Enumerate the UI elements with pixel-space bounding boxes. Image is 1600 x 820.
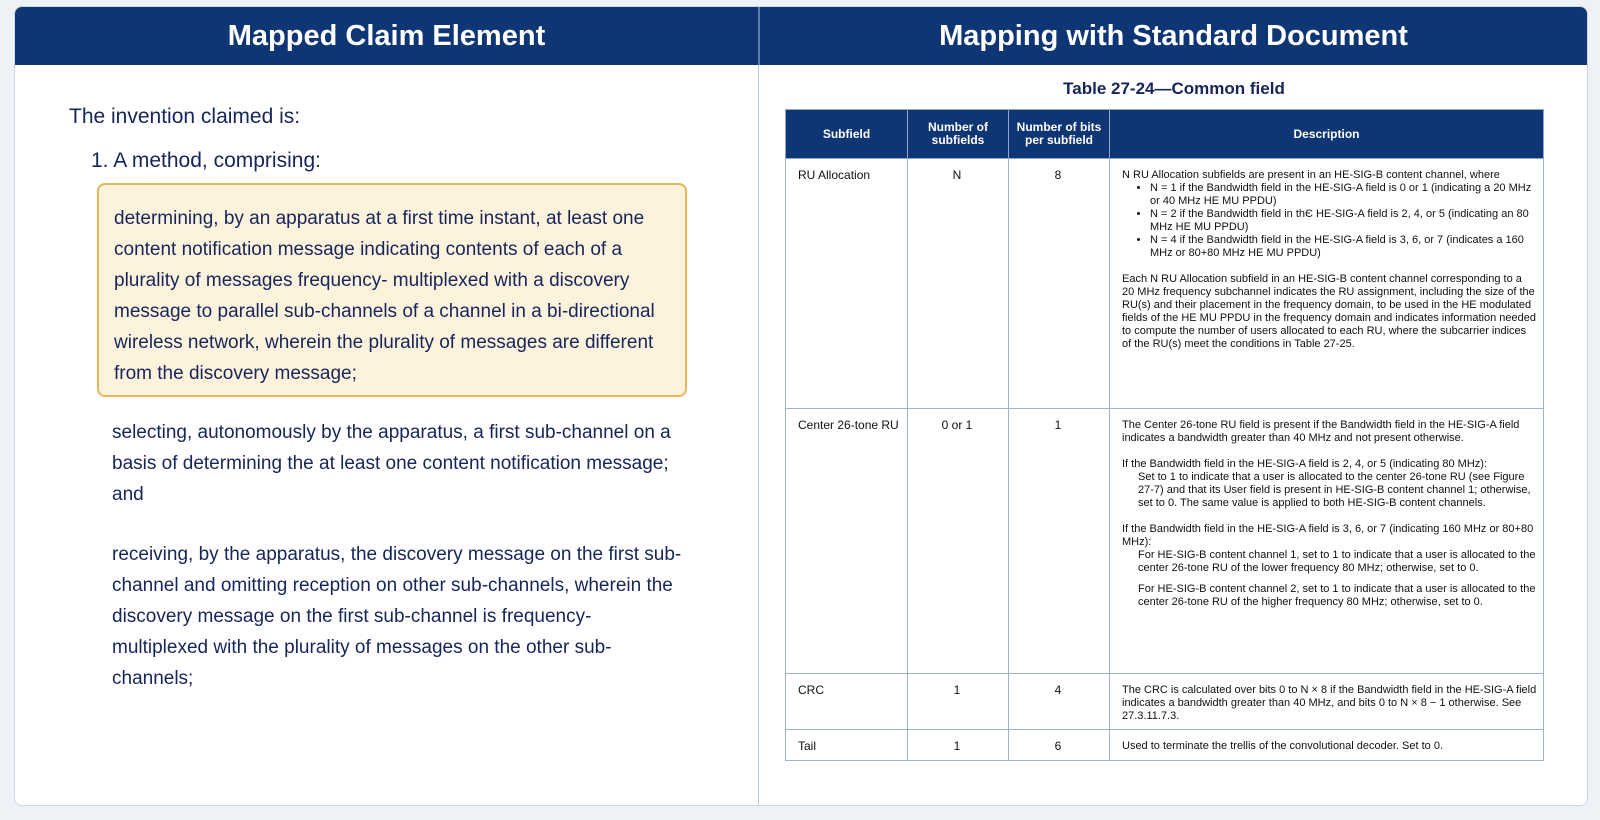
- col-header-subfield: Subfield: [786, 110, 908, 159]
- cell-num-subfields: 0 or 1: [908, 409, 1009, 674]
- cell-num-subfields: 1: [908, 674, 1009, 730]
- standard-panel: [759, 65, 1588, 806]
- standard-column-header: Mapping with Standard Document: [939, 19, 1408, 52]
- desc-text: The CRC is calculated over bits 0 to N × 8 if the Bandwidth field in the HE-SIG-A field indicates a bandwidth greater than 40 MHz, and bits 0 to N × 8 − 1 otherwise. See 27.3.11.7.3.: [1122, 684, 1537, 722]
- claim-panel: [15, 65, 758, 806]
- claim-column-header: Mapped Claim Element: [227, 19, 546, 52]
- desc-text: If the Bandwidth field in the HE-SIG-A field is 3, 6, or 7 (indicating 160 MHz or 80+80 MHz):: [1122, 523, 1534, 548]
- table-row-tail: [786, 730, 1544, 761]
- desc-subtext: Set to 1 to indicate that a user is allocated to the center 26-tone RU (see Figure 27-7) and that its User field is present in HE-SIG-B content channel 1; otherwise, set to 0. The same value is applied to both HE-SIG-B content channels.: [1138, 471, 1531, 509]
- claim-element-determining: determining, by an apparatus at a first time instant, at least one content notification message indicating contents of each of a plurality of messages frequency- multiplexed with a discovery message to parallel sub-channels of a channel in a bi-directional wireless network, wherein the plurality of messages are different from the discovery message;: [114, 208, 655, 384]
- desc-bullet: • N = 1 if the Bandwidth field in the HE-SIG-A field is 0 or 1 (indicating a 20 MHz or 40 MHz HE MU PPDU): [1150, 182, 1537, 208]
- cell-bits: 1: [1009, 409, 1110, 674]
- table-row-crc: [786, 674, 1544, 730]
- cell-bits: 4: [1009, 674, 1110, 730]
- table-header-row: [786, 110, 1544, 159]
- cell-subfield: Center 26-tone RU: [786, 409, 908, 674]
- cell-description: [1110, 730, 1544, 761]
- desc-subtext: For HE-SIG-B content channel 2, set to 1 to indicate that a user is allocated to the center 26-tone RU of the higher frequency 80 MHz; otherwise, set to 0.: [1138, 583, 1536, 608]
- cell-description: [1110, 159, 1544, 409]
- common-field-table: [785, 109, 1544, 761]
- table-caption: Table 27-24—Common field: [1063, 79, 1285, 98]
- desc-bullet-list: [1122, 182, 1537, 260]
- desc-text: Used to terminate the trellis of the convolutional decoder. Set to 0.: [1122, 740, 1444, 752]
- desc-text: N RU Allocation subfields are present in an HE-SIG-B content channel, where: [1122, 169, 1500, 181]
- desc-text: The Center 26-tone RU field is present if the Bandwidth field in the HE-SIG-A field indicates a bandwidth greater than 40 MHz and not present otherwise.: [1122, 419, 1520, 444]
- col-header-bits: Number of bits per subfield: [1009, 110, 1110, 159]
- comparison-panel: [14, 6, 1588, 806]
- claim-number-line: 1. A method, comprising:: [91, 149, 321, 172]
- cell-description: [1110, 409, 1544, 674]
- desc-bullet: • N = 2 if the Bandwidth field in thЄ HE-SIG-A field is 2, 4, or 5 (indicating an 80 MHz HE MU PPDU): [1150, 208, 1537, 234]
- cell-num-subfields: N: [908, 159, 1009, 409]
- desc-bullet: • N = 4 if the Bandwidth field in the HE-SIG-A field is 3, 6, or 7 (indicates a 160 MHz or 80+80 MHz HE MU PPDU): [1150, 234, 1537, 260]
- cell-bits: 6: [1009, 730, 1110, 761]
- cell-subfield: CRC: [786, 674, 908, 730]
- header-bar: [15, 7, 1587, 65]
- cell-bits: 8: [1009, 159, 1110, 409]
- desc-text: Each N RU Allocation subfield in an HE-SIG-B content channel corresponding to a 20 MHz frequency subchannel indicates the RU assignment, including the size of the RU(s) and their placement in the frequency domain, to be used in the HE modulated fields of the HE MU PPDU in the frequency domain and indicates information needed to compute the number of users allocated to each RU, where the subcarrier indices of the RU(s) meet the conditions in Table 27-25.: [1122, 273, 1536, 350]
- cell-description: [1110, 674, 1544, 730]
- col-header-num-subfields: Number of subfields: [908, 110, 1009, 159]
- cell-subfield: RU Allocation: [786, 159, 908, 409]
- highlighted-claim-element: [97, 183, 687, 397]
- cell-num-subfields: 1: [908, 730, 1009, 761]
- cell-subfield: Tail: [786, 730, 908, 761]
- desc-subtext: For HE-SIG-B content channel 1, set to 1 to indicate that a user is allocated to the center 26-tone RU of the lower frequency 80 MHz; otherwise, set to 0.: [1138, 549, 1536, 574]
- table-row-center-26-tone-ru: [786, 409, 1544, 674]
- desc-text: If the Bandwidth field in the HE-SIG-A field is 2, 4, or 5 (indicating 80 MHz):: [1122, 458, 1488, 470]
- table-row-ru-allocation: [786, 159, 1544, 409]
- claim-intro: The invention claimed is:: [69, 105, 301, 128]
- claim-element-receiving: receiving, by the apparatus, the discovery message on the first sub-channel and omitting reception on other sub-channels, wherein the discovery message on the first sub-channel is frequency-multiplexed with the plurality of messages on the other sub- channels;: [112, 544, 682, 689]
- col-header-description: Description: [1110, 110, 1544, 159]
- claim-element-selecting: selecting, autonomously by the apparatus, a first sub-channel on a basis of determining the at least one content notification message; and: [112, 422, 671, 505]
